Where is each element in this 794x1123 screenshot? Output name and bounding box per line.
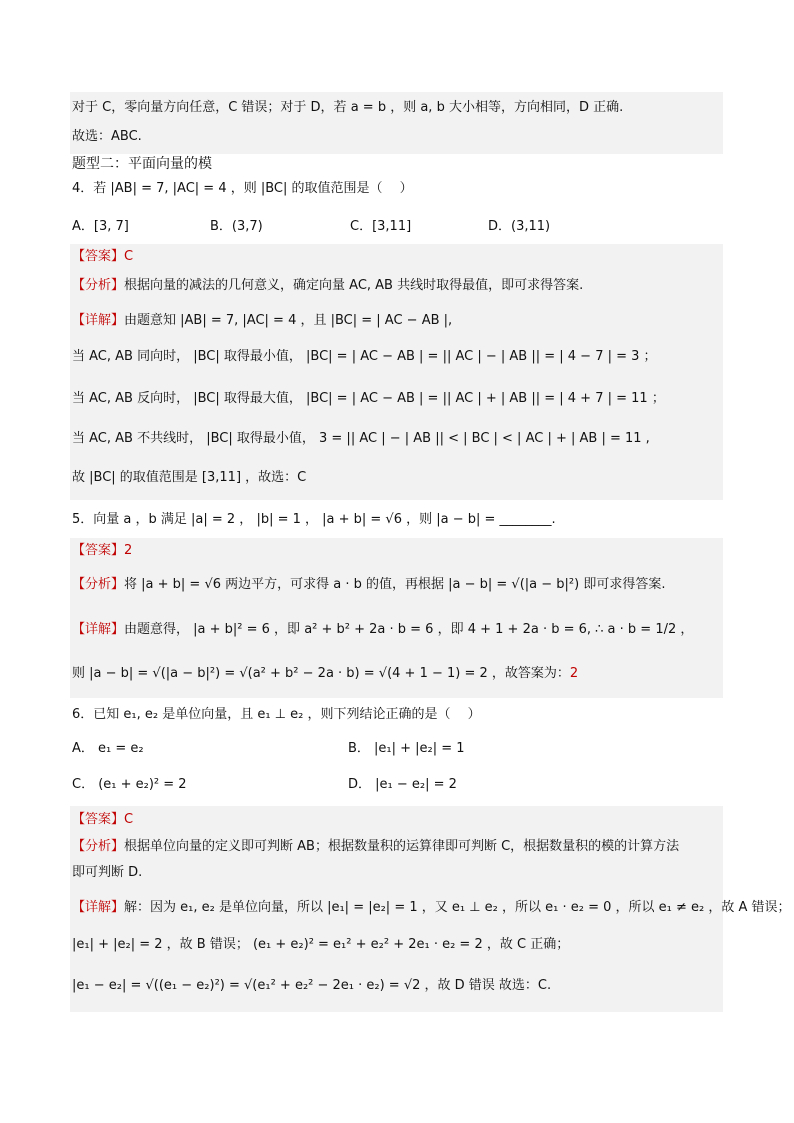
answer-tag: 【答案】 bbox=[72, 543, 125, 558]
analysis-tag: 【分析】 bbox=[72, 278, 125, 293]
q6-option-c: C． (e₁ + e₂)² = 2 bbox=[72, 777, 187, 792]
q6-option-a: A． e₁ = e₂ bbox=[72, 741, 144, 756]
q6-detail-line1 bbox=[72, 899, 791, 917]
analysis-tag: 【分析】 bbox=[72, 839, 125, 854]
detail-text: 由题意得， |a + b|² = 6 ，即 a² + b² + 2a · b = 6 ，即 4 + 1 + 2a · b = 6, ∴ a · b = 1/2 ， bbox=[124, 622, 694, 637]
answer-value: C bbox=[124, 249, 134, 264]
q4-detail-line4: 当 AC, AB 不共线时， |BC| 取得最小值， 3 = || AC | − | AB || < | BC | < | AC | + | AB | = 11 , bbox=[72, 431, 650, 446]
analysis-text: 将 |a + b| = √6 两边平方，可求得 a · b 的值，再根据 |a − b| = √(|a − b|²) 即可求得答案. bbox=[124, 577, 666, 592]
detail-answer: 2 bbox=[569, 666, 579, 681]
q4-detail-line2: 当 AC, AB 同向时， |BC| 取得最小值， |BC| = | AC − AB | = || AC | − | AB || = | 4 − 7 | = 3 ； bbox=[72, 349, 657, 364]
q4-option-c: C．[3,11] bbox=[350, 219, 412, 234]
q6-answer bbox=[72, 811, 133, 829]
detail-text: 由题意知 |AB| = 7, |AC| = 4 ，且 |BC| = | AC − AB |, bbox=[124, 313, 453, 328]
q5-stem: 5．向量 a ，b 满足 |a| = 2 ， |b| = 1 ， |a + b| = √6 ，则 |a − b| = ________. bbox=[72, 512, 556, 527]
q4-analysis bbox=[72, 277, 583, 295]
detail-text: 则 |a − b| = √(|a − b|²) = √(a² + b² − 2a · b) = √(4 + 1 − 1) = 2 ，故答案为： bbox=[72, 666, 570, 681]
answer-value: C bbox=[124, 812, 134, 827]
q4-option-d: D．(3,11) bbox=[488, 219, 551, 234]
q6-option-b: B． |e₁| + |e₂| = 1 bbox=[348, 741, 465, 756]
section-title: 题型二：平面向量的模 bbox=[72, 156, 212, 172]
conclusion-answer: C bbox=[297, 470, 307, 485]
answer-tag: 【答案】 bbox=[72, 249, 125, 264]
answer-tag: 【答案】 bbox=[72, 812, 125, 827]
q4-stem: 4．若 |AB| = 7, |AC| = 4 ，则 |BC| 的取值范围是（ ） bbox=[72, 181, 413, 196]
q6-stem: 6．已知 e₁, e₂ 是单位向量，且 e₁ ⊥ e₂ ，则下列结论正确的是（ ） bbox=[72, 707, 481, 722]
q4-option-b: B．(3,7) bbox=[210, 219, 263, 234]
prev-solution-line2: 故选：ABC. bbox=[72, 129, 142, 144]
q5-answer bbox=[72, 542, 132, 560]
analysis-text: 根据向量的减法的几何意义，确定向量 AC, AB 共线时取得最值，即可求得答案. bbox=[124, 278, 584, 293]
prev-solution-line1: 对于 C，零向量方向任意，C 错误；对于 D，若 a = b ，则 a, b 大小相等，方向相同，D 正确. bbox=[72, 100, 624, 115]
q4-option-a: A．[3, 7] bbox=[72, 219, 129, 234]
q4-answer bbox=[72, 248, 133, 266]
q6-analysis-line2: 即可判断 D. bbox=[72, 865, 143, 880]
answer-value: 2 bbox=[124, 543, 133, 558]
analysis-tag: 【分析】 bbox=[72, 577, 125, 592]
detail-tag: 【详解】 bbox=[72, 313, 125, 328]
q5-detail-line2 bbox=[72, 665, 578, 683]
q6-analysis-line1 bbox=[72, 838, 679, 856]
detail-tag: 【详解】 bbox=[72, 622, 125, 637]
q4-detail-line3: 当 AC, AB 反向时， |BC| 取得最大值， |BC| = | AC − AB | = || AC | + | AB || = | 4 + 7 | = 11 ； bbox=[72, 391, 665, 406]
q5-analysis bbox=[72, 576, 665, 594]
q4-detail-line1 bbox=[72, 312, 452, 330]
detail-tag: 【详解】 bbox=[72, 900, 125, 915]
q6-detail-line2: |e₁| + |e₂| = 2 ，故 B 错误； (e₁ + e₂)² = e₁² + e₂² + 2e₁ · e₂ = 2 ，故 C 正确； bbox=[72, 937, 570, 952]
conclusion-text: 故 |BC| 的取值范围是 [3,11] ，故选： bbox=[72, 470, 298, 485]
detail-text: 解：因为 e₁, e₂ 是单位向量，所以 |e₁| = |e₂| = 1 ，又 e₁ ⊥ e₂ ，所以 e₁ · e₂ = 0 ，所以 e₁ ≠ e₂ ，故 A 错误； bbox=[124, 900, 791, 915]
analysis-text: 根据单位向量的定义即可判断 AB；根据数量积的运算律即可判断 C，根据数量积的模的计算方法 bbox=[124, 839, 680, 854]
q6-option-d: D． |e₁ − e₂| = 2 bbox=[348, 777, 457, 792]
q6-detail-line3: |e₁ − e₂| = √((e₁ − e₂)²) = √(e₁² + e₂² − 2e₁ · e₂) = √2 ，故 D 错误 故选：C. bbox=[72, 978, 552, 993]
q5-detail-line1 bbox=[72, 621, 693, 639]
q4-conclusion bbox=[72, 469, 306, 487]
